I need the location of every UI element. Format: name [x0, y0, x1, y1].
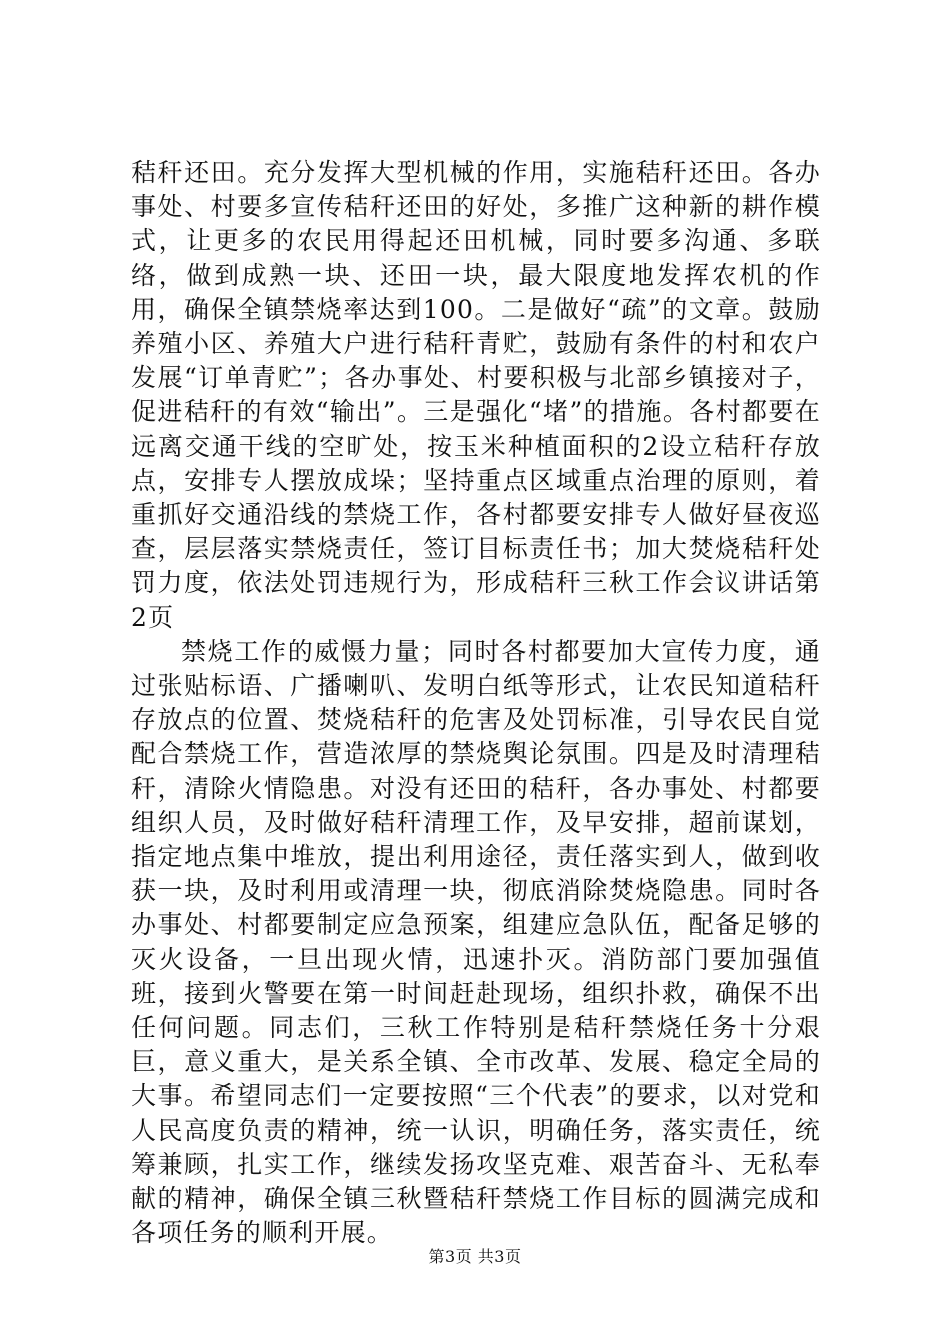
page-footer: 第3页 共3页	[428, 1247, 522, 1266]
paragraph: 禁烧工作的威慑力量；同时各村都要加大宣传力度，通过张贴标语、广播喇叭、发明白纸等形式，让农民知道秸秆存放点的位置、焚烧秸秆的危害及处罚标准，引导农民自觉配合禁烧工作，营造浓厚的禁烧舆论氛围。四是及时清理秸秆，清除火情隐患。对没有还田的秸秆，各办事处、村都要组织人员，及时做好秸秆清理工作，及早安排，超前谋划，指定地点集中堆放，提出利用途径，责任落实到人，做到收获一块，及时利用或清理一块，彻底消除焚烧隐患。同时各办事处、村都要制定应急预案，组建应急队伍，配备足够的灭火设备，一旦出现火情，迅速扑灭。消防部门要加强值班，接到火警要在第一时间赶赴现场，组织扑救，确保不出任何问题。同志们，三秋工作特别是秸秆禁烧任务十分艰巨，意义重大，是关系全镇、全市改革、发展、稳定全局的大事。希望同志们一定要按照“三个代表”的要求，以对党和人民高度负责的精神，统一认识，明确任务，落实责任，统筹兼顾，扎实工作，继续发扬攻坚克难、艰苦奋斗、无私奉献的精神，确保全镇三秋暨秸秆禁烧工作目标的圆满完成和各项任务的顺利开展。	[131, 636, 821, 1248]
document-body	[131, 156, 821, 1251]
paragraph-continued: 秸秆还田。充分发挥大型机械的作用，实施秸秆还田。各办事处、村要多宣传秸秆还田的好处，多推广这种新的耕作模式，让更多的农民用得起还田机械，同时要多沟通、多联络，做到成熟一块、还田一块，最大限度地发挥农机的作用，确保全镇禁烧率达到100。二是做好“疏”的文章。鼓励养殖小区、养殖大户进行秸秆青贮，鼓励有条件的村和农户发展“订单青贮”；各办事处、村要积极与北部乡镇接对子，促进秸秆的有效“输出”。三是强化“堵”的措施。各村都要在远离交通干线的空旷处，按玉米种植面积的2设立秸秆存放点，安排专人摆放成垛；坚持重点区域重点治理的原则，着重抓好交通沿线的禁烧工作，各村都要安排专人做好昼夜巡查，层层落实禁烧责任，签订目标责任书；加大焚烧秸秆处罚力度，依法处罚违规行为，形成秸秆三秋工作会议讲话第2页	[131, 158, 821, 632]
